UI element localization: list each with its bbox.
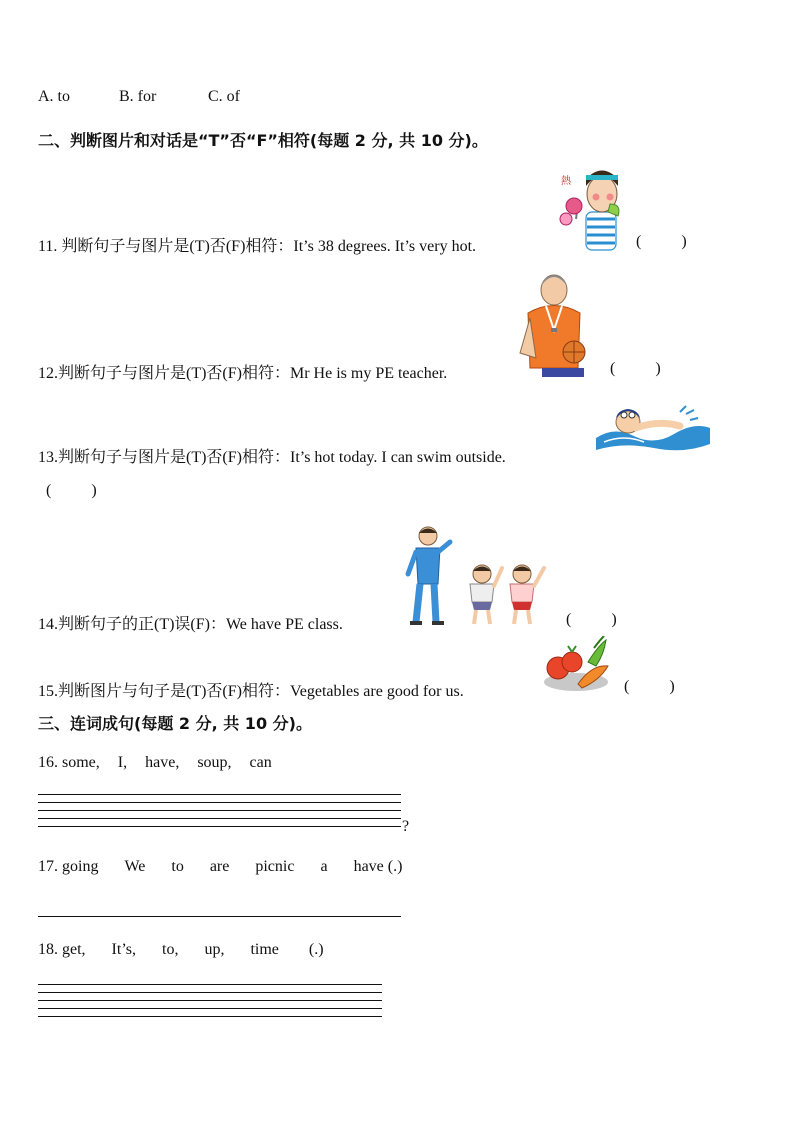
choice-a: A. to [38, 88, 70, 105]
word-token: get, [62, 941, 86, 958]
word-token: up, [204, 941, 225, 958]
question-13-answer-blank[interactable]: ( ) [46, 482, 97, 499]
section3-heading: 三、连词成句(每题 2 分, 共 10 分)。 [38, 714, 312, 733]
answer-line[interactable] [38, 826, 401, 827]
question-16-end-mark: ? [402, 818, 410, 835]
word-token: picnic [255, 858, 295, 875]
answer-line[interactable] [38, 818, 401, 819]
answer-line[interactable] [38, 916, 401, 917]
question-11-text: 11. 判断句子与图片是(T)否(F)相符：It’s 38 degrees. It’s very hot. [38, 238, 477, 255]
pe-class-exercise-picture [402, 524, 552, 628]
question-17-words [38, 858, 402, 876]
question-15-text: 15.判断图片与句子是(T)否(F)相符：Vegetables are good for us. [38, 683, 464, 700]
swimming-boy-picture [594, 398, 712, 454]
question-12-text: 12.判断句子与图片是(T)否(F)相符：Mr He is my PE teacher. [38, 365, 448, 382]
answer-line[interactable] [38, 794, 401, 795]
choice-b: B. for [119, 88, 157, 105]
answer-line[interactable] [38, 1000, 382, 1001]
question-16-number: 16. [38, 754, 58, 771]
question-14-answer-blank[interactable]: ( ) [566, 611, 617, 628]
choice-c: C. of [208, 88, 240, 105]
question-17-number: 17. [38, 858, 58, 875]
word-token: can [249, 754, 272, 771]
word-token: are [209, 858, 230, 875]
word-token: (.) [308, 941, 324, 958]
word-token: some, [62, 754, 100, 771]
word-token: I, [117, 754, 128, 771]
answer-line[interactable] [38, 992, 382, 993]
answer-line[interactable] [38, 984, 382, 985]
word-token: have, [145, 754, 180, 771]
word-token: time [250, 941, 279, 958]
vegetables-picture [542, 636, 612, 692]
question-16-words [38, 754, 272, 772]
question-11-answer-blank[interactable]: ( ) [636, 233, 687, 250]
question-13-text: 13.判断句子与图片是(T)否(F)相符：It’s hot today. I can swim outside. [38, 449, 506, 466]
question-18-words [38, 941, 324, 959]
word-token: a [320, 858, 328, 875]
question-12-answer-blank[interactable]: ( ) [610, 360, 661, 377]
question-14-text: 14.判断句子的正(T)误(F)：We have PE class. [38, 616, 343, 633]
answer-line[interactable] [38, 1008, 382, 1009]
answer-line[interactable] [38, 1016, 382, 1017]
answer-line[interactable] [38, 810, 401, 811]
word-token: have (.) [353, 858, 403, 875]
word-token: to, [162, 941, 179, 958]
word-token: to [171, 858, 184, 875]
pe-teacher-with-basketball-picture [518, 268, 590, 378]
word-token: going [62, 858, 99, 875]
question-15-answer-blank[interactable]: ( ) [624, 678, 675, 695]
word-token: soup, [197, 754, 232, 771]
answer-line[interactable] [38, 802, 401, 803]
question-18-number: 18. [38, 941, 58, 958]
svg-text:熱: 熱 [561, 176, 571, 187]
word-token: We [124, 858, 146, 875]
section2-heading: 二、判断图片和对话是“T”否“F”相符(每题 2 分, 共 10 分)。 [38, 131, 488, 150]
word-token: It’s, [111, 941, 136, 958]
hot-girl-fanning-picture [556, 164, 628, 254]
